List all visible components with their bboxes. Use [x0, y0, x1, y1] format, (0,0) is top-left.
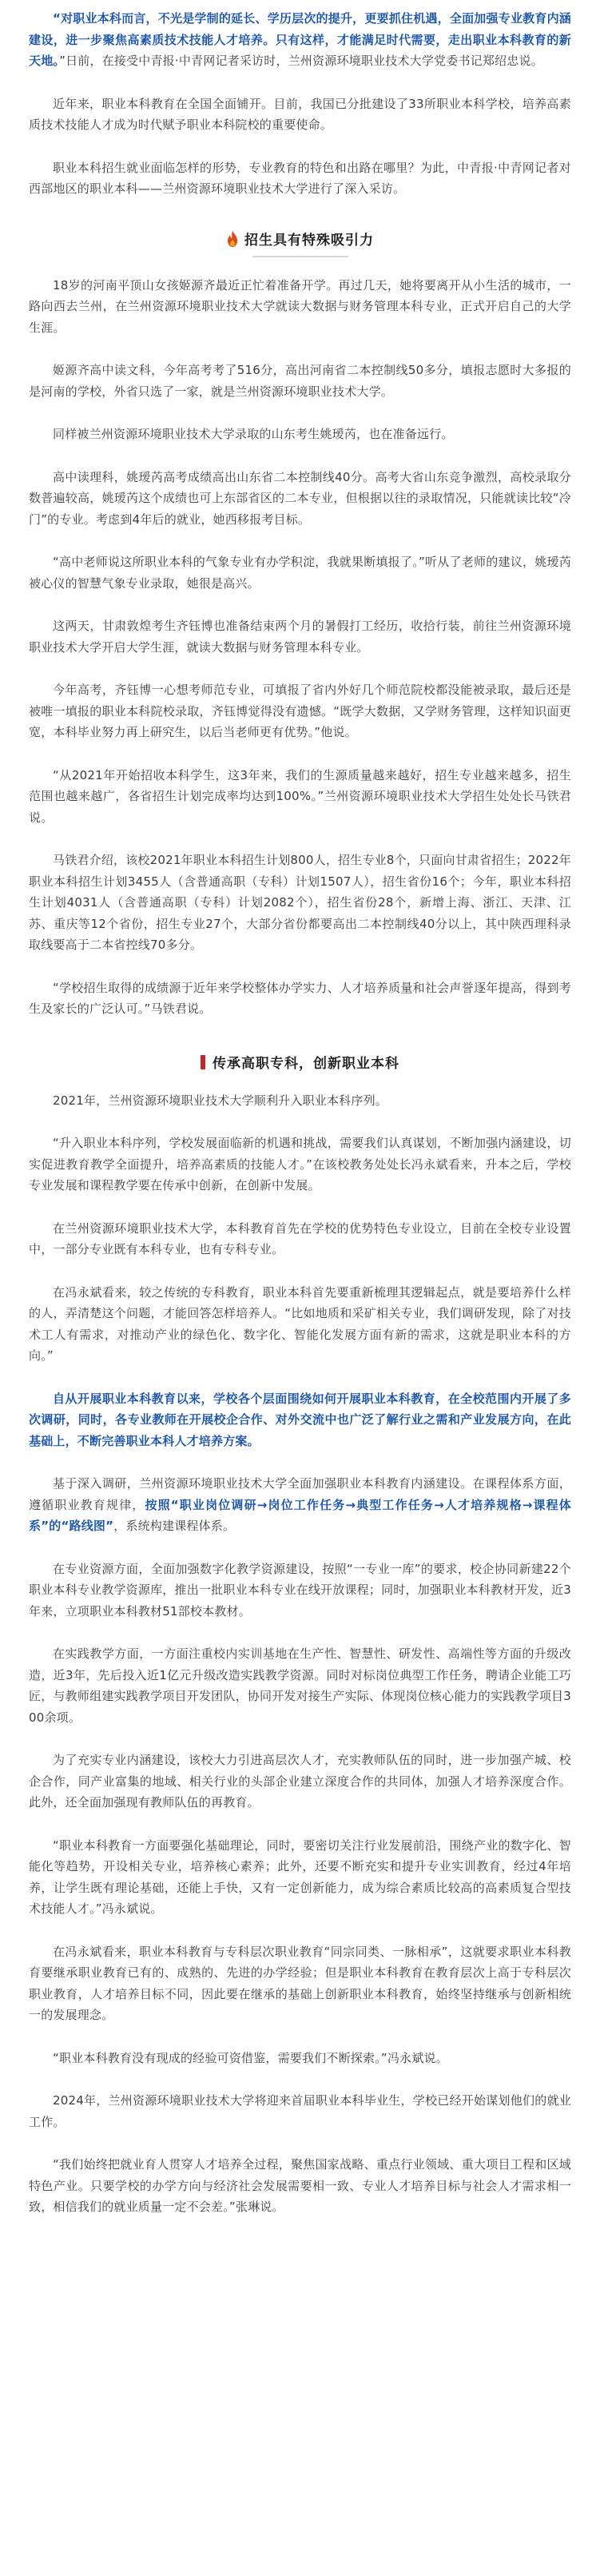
intro-paragraph-2: 近年来，职业本科教育在全国全面铺开。目前，我国已分批建设了33所职业本科学校，培养高素质技术技能人才成为时代赋予职业本科院校的重要使命。 — [29, 96, 571, 132]
section-2-paragraph-4: 在冯永斌看来，较之传统的专科教育，职业本科首先要重新梳理其逻辑起点，就是要培养什么样的人，弄清楚这个问题，才能回答怎样培养人。“比如地质和采矿相关专业，我们调研发现，除了对技术工人有需求，对推动产业的绿色化、数字化、智能化发展方面有新的需求，这就是职业本科的方向。” — [29, 1284, 571, 1363]
intro — [0, 8, 600, 200]
section-2-paragraph-7: 在专业资源方面，全面加强数字化教学资源建设，按照“一专业一库”的要求，校企协同新建22个职业本科专业教学资源库，推出一批职业本科专业在线开放课程；同时，加强职业本科教材开发，近3年来，立项职业本科教材51部校本教材。 — [29, 1561, 571, 1618]
section-2-paragraph-6 — [29, 1473, 571, 1537]
section-2-heading — [0, 1052, 600, 1073]
section-1 — [0, 229, 600, 1020]
section-2-paragraph-6-lead: 基于深入调研，兰州资源环境职业技术大学全面加强职业本科教育内涵建设。在课程体系方面，遵循职业教育规律， — [29, 1476, 571, 1512]
section-1-paragraph-4: 高中读理科，姚瑷芮高考成绩高出山东省二本控制线40分。高考大省山东竞争激烈，高校录取分数普遍较高，姚瑷芮这个成绩也可上东部省区的二本专业，但根据以往的录取情况，只能就读比较“冷门”的专业。考虑到4年后的就业，她西移报考目标。 — [29, 469, 571, 527]
section-2-paragraph-1: 2021年，兰州资源环境职业技术大学顺利升入职业本科序列。 — [53, 1093, 387, 1108]
section-1-paragraph-9: 马铁君介绍，该校2021年职业本科招生计划800人，招生专业8个，只面向甘肃省招生；2022年职业本科招生计划3455人（含普通高职（专科）计划1507人），招生省份16个；今年，职业本科招生计划4031人（含普通高职（专科）计划2082个），招生省份28个，新增上海、浙江、天津、江苏、重庆等12个省份，招生专业27个，大部分省份都要高出二本控制线40分以上，其中陕西理科录取线要高于二本省控线70多分。 — [29, 853, 571, 952]
section-2-paragraph-13: 2024年，兰州资源环境职业技术大学将迎来首届职业本科毕业生，学校已经开始谋划他们的就业工作。 — [29, 2093, 571, 2129]
red-bar-icon — [201, 1055, 205, 1069]
section-1-paragraph-7: 今年高考，齐钰博一心想考师范专业，可填报了省内外好几个师范院校都没能被录取，最后还是被唯一填报的职业本科院校录取，齐钰博觉得没有遗憾。“既学大数据，又学财务管理，这样知识面更宽，本科毕业努力再上研究生，以后当老师更有优势。”他说。 — [29, 683, 571, 739]
intro-paragraph-1 — [29, 8, 571, 72]
intro-quote-highlight: “对职业本科而言，不光是学制的延长、学历层次的提升，更要抓住机遇，全面加强专业教育内涵建设，进一步聚焦高素质技术技能人才培养。只有这样，才能满足时代需要，走出职业本科教育的新天地。 — [29, 11, 571, 68]
section-1-paragraph-5: “高中老师说这所职业本科的气象专业有办学积淀，我就果断填报了。”听从了老师的建议，姚瑷芮被心仪的智慧气象专业录取，她很是高兴。 — [29, 555, 571, 591]
section-2-paragraph-2: “升入职业本科序列，学校发展面临新的机遇和挑战，需要我们认真谋划，不断加强内涵建设，切实促进教育教学全面提升，培养高素质的技能人才。”在该校教务处处长冯永斌看来，升本之后，学校专业发展和课程教学要在传承中创新，在创新中发展。 — [29, 1136, 571, 1192]
section-1-paragraph-3: 同样被兰州资源环境职业技术大学录取的山东考生姚瑷芮，也在准备远行。 — [53, 427, 454, 441]
section-2-title: 传承高职专科，创新职业本科 — [213, 1056, 399, 1072]
section-1-paragraph-2: 姬源齐高中读文科，今年高考考了516分，高出河南省二本控制线50多分，填报志愿时大多报的是河南的学校，外省只选了一家，就是兰州资源环境职业技术大学。 — [29, 363, 571, 399]
section-1-paragraph-10: “学校招生取得的成绩源于近年来学校整体办学实力、人才培养质量和社会声誉逐年提高，得到考生及家长的广泛认可。”马铁君说。 — [29, 980, 571, 1016]
section-1-paragraph-6: 这两天，甘肃敦煌考生齐钰博也准备结束两个月的暑假打工经历，收拾行装，前往兰州资源环境职业技术大学开启大学生涯，就读大数据与财务管理本科专业。 — [29, 619, 571, 655]
intro-quote-attribution: ”日前，在接受中青报·中青网记者采访时，兰州资源环境职业技术大学党委书记郑绍忠说。 — [59, 54, 543, 68]
section-2-paragraph-3: 在兰州资源环境职业技术大学，本科教育首先在学校的优势特色专业设立，目前在全校专业设置中，一部分专业既有本科专业，也有专科专业。 — [29, 1220, 571, 1256]
section-2-paragraph-12: “职业本科教育没有现成的经验可资借鉴，需要我们不断探索。”冯永斌说。 — [53, 2050, 448, 2065]
section-2-roadmap-highlight: 按照“职业岗位调研→岗位工作任务→典型工作任务→人才培养规格→课程体系”的“路线图” — [29, 1497, 571, 1533]
section-2 — [0, 1052, 600, 2218]
section-2-paragraph-5-highlight: 自从开展职业本科教育以来，学校各个层面围绕如何开展职业本科教育，在全校范围内开展了多次调研，同时，各专业教师在开展校企合作、对外交流中也广泛了解行业之需和产业发展方向，在此基础上，不断完善职业本科人才培养方案。 — [29, 1391, 571, 1448]
intro-paragraph-3: 职业本科招生就业面临怎样的形势，专业教育的特色和出路在哪里？为此，中青报·中青网记者对西部地区的职业本科——兰州资源环境职业技术大学进行了深入采访。 — [29, 160, 571, 196]
section-2-paragraph-8: 在实践教学方面，一方面注重校内实训基地在生产性、智慧性、研发性、高端性等方面的升级改造，近3年，先后投入近1亿元升级改造实践教学资源。同时对标岗位典型工作任务，聘请企业能工巧匠，与教师组建实践教学项目开发团队，协同开发对接生产实际、体现岗位核心能力的实践教学项目300余项。 — [29, 1646, 571, 1725]
section-2-paragraph-11: 在冯永斌看来，职业本科教育与专科层次职业教育“同宗同类、一脉相承”，这就要求职业本科教育要继承职业教育已有的、成熟的、先进的办学经验；但是职业本科教育在教育层次上高于专科层次职业教育，人才培养目标不同，因此要在继承的基础上创新职业本科教育，始终坚持继承与创新相统一的发展理念。 — [29, 1944, 571, 2022]
section-2-paragraph-6-tail: ，系统构建课程体系。 — [113, 1519, 236, 1533]
section-1-title: 招生具有特殊吸引力 — [244, 233, 374, 249]
section-2-paragraph-10: “职业本科教育一方面要强化基础理论，同时，要密切关注行业发展前沿，围绕产业的数字化、智能化等趋势，开设相关专业，培养核心素养；此外，还要不断充实和提升专业实训教育，经过4年培养，让学生既有理论基础，还能上手快，又有一定创新能力，成为综合素质比较高的高素质复合型技术技能人才。”冯永斌说。 — [29, 1837, 571, 1916]
section-1-paragraph-8: “从2021年开始招收本科学生，这3年来，我们的生源质量越来越好，招生专业越来越多，招生范围也越来越广，各省招生计划完成率均达到100%。”兰州资源环境职业技术大学招生处处长马铁君说。 — [29, 767, 571, 825]
section-1-paragraph-1: 18岁的河南平顶山女孩姬源齐最近正忙着准备开学。再过几天，她将要离开从小生活的城市，一路向西去兰州，在兰州资源环境职业技术大学就读大数据与财务管理本科专业，正式开启自己的大学生涯。 — [29, 277, 571, 335]
section-1-heading — [0, 229, 600, 249]
flame-icon — [226, 230, 239, 248]
section-2-paragraph-9: 为了充实专业内涵建设，该校大力引进高层次人才，充实教师队伍的同时，进一步加强产城、校企合作，同产业富集的地域、相关行业的头部企业建立深度合作的共同体，加强人才培养深度合作。此外，还全面加强现有教师队伍的再教育。 — [29, 1753, 571, 1810]
section-2-paragraph-14: “我们始终把就业育人贯穿人才培养全过程，聚焦国家战略、重点行业领域、重大项目工程和区域特色产业。只要学校的办学方向与经济社会发展需要相一致、专业人才培养目标与社会人才需求相一致，相信我们的就业质量一定不会差。”张琳说。 — [29, 2157, 571, 2214]
